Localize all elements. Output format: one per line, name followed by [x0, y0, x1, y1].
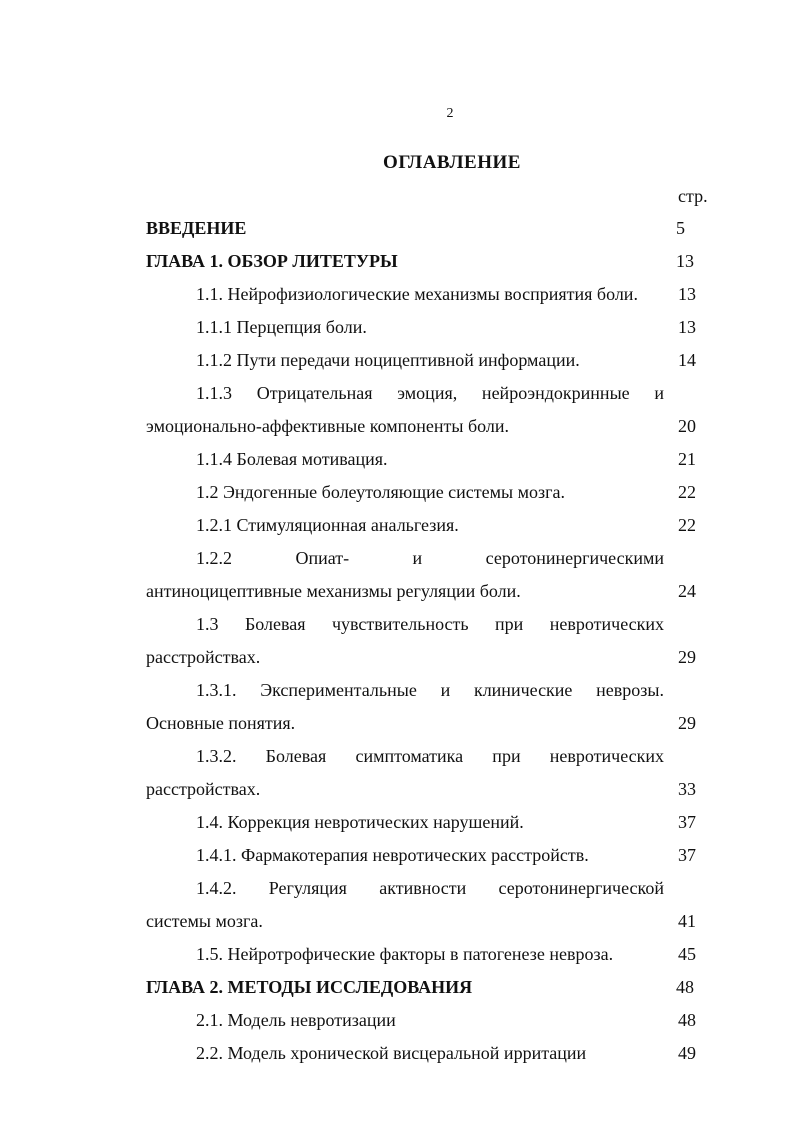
toc-entry-text-line1: 1.3 Болевая чувствительность при невротических: [196, 614, 664, 634]
toc-section-title: 1.1.1 Перцепция боли.: [196, 317, 367, 337]
toc-entry: [146, 245, 706, 278]
toc-page-number: 13: [678, 284, 696, 304]
toc-entry-text-line2: эмоционально-аффективные компоненты боли.: [146, 416, 510, 436]
toc-entry: [146, 740, 706, 806]
toc-entry: [146, 212, 706, 245]
toc-entry-text-line1: 1.2.2 Опиат- и серотонинергическими: [196, 548, 664, 568]
toc-entry-text-line2: системы мозга.: [146, 911, 263, 931]
toc-page-number: 45: [678, 944, 696, 964]
toc-entry-text-line1: 1.4.2. Регуляция активности серотонинергической: [196, 878, 664, 898]
toc-page-number: 37: [678, 812, 696, 832]
toc-section-title: 1.1.4 Болевая мотивация.: [196, 449, 388, 469]
toc-section-title: 1.1. Нейрофизиологические механизмы восприятия боли.: [196, 284, 638, 304]
toc-entry: [146, 509, 706, 542]
toc-page-number: 13: [678, 317, 696, 337]
toc-section-title: 2.1. Модель невротизации: [196, 1010, 396, 1030]
toc-page-number: 29: [678, 647, 696, 667]
toc-page-number: 33: [678, 779, 696, 799]
toc-section-title: 1.2 Эндогенные болеутоляющие системы мозга.: [196, 482, 566, 502]
toc-entry: [146, 542, 706, 608]
toc-section-title: 2.2. Модель хронической висцеральной ирритации: [196, 1043, 587, 1063]
toc-page-number: 37: [678, 845, 696, 865]
toc-entry-text-line2: расстройствах.: [146, 647, 261, 667]
toc-entry-text-line1: 1.3.2. Болевая симптоматика при невротических: [196, 746, 664, 766]
toc-page-number: 24: [678, 581, 696, 601]
toc-entry: [146, 1004, 706, 1037]
toc-entry-text-line1: 1.3.1. Экспериментальные и клинические неврозы.: [196, 680, 664, 700]
toc-entry: [146, 278, 706, 311]
toc-entry: [146, 839, 706, 872]
toc-entry-text-line2: Основные понятия.: [146, 713, 296, 733]
toc-page-number: 48: [676, 977, 694, 997]
toc-page-number: 41: [678, 911, 696, 931]
page-number: 2: [446, 106, 454, 121]
toc-section-title: 1.1.2 Пути передачи ноцицептивной информации.: [196, 350, 580, 370]
toc-chapter-title: ВВЕДЕНИЕ: [146, 218, 247, 238]
toc-entry: [146, 443, 706, 476]
toc-page-number: 21: [678, 449, 696, 469]
toc-page-number: 49: [678, 1043, 696, 1063]
toc-page-number: 13: [676, 251, 694, 271]
toc-entry-text-line1: 1.1.3 Отрицательная эмоция, нейроэндокринные и: [196, 383, 664, 403]
toc-entry: [146, 806, 706, 839]
table-of-contents: [146, 212, 706, 1070]
toc-entry: [146, 608, 706, 674]
toc-entry: [146, 971, 706, 1004]
toc-section-title: 1.4. Коррекция невротических нарушений.: [196, 812, 524, 832]
toc-entry: [146, 1037, 706, 1070]
toc-entry: [146, 377, 706, 443]
toc-page-number: 14: [678, 350, 696, 370]
toc-entry: [146, 311, 706, 344]
toc-entry: [146, 872, 706, 938]
toc-page-number: 22: [678, 515, 696, 535]
toc-entry: [146, 476, 706, 509]
toc-entry: [146, 344, 706, 377]
toc-entry: [146, 938, 706, 971]
toc-section-title: 1.5. Нейротрофические факторы в патогенезе невроза.: [196, 944, 614, 964]
toc-title: ОГЛАВЛЕНИЕ: [383, 152, 521, 173]
toc-section-title: 1.4.1. Фармакотерапия невротических расстройств.: [196, 845, 589, 865]
toc-page-number: 29: [678, 713, 696, 733]
toc-page-number: 20: [678, 416, 696, 436]
toc-entry-text-line2: антиноцицептивные механизмы регуляции боли.: [146, 581, 521, 601]
pages-column-label: стр.: [678, 186, 708, 206]
toc-page-number: 22: [678, 482, 696, 502]
toc-page-number: 48: [678, 1010, 696, 1030]
toc-entry-text-line2: расстройствах.: [146, 779, 261, 799]
toc-chapter-title: ГЛАВА 2. МЕТОДЫ ИССЛЕДОВАНИЯ: [146, 977, 473, 997]
toc-section-title: 1.2.1 Стимуляционная анальгезия.: [196, 515, 459, 535]
toc-page-number: 5: [676, 218, 685, 238]
toc-chapter-title: ГЛАВА 1. ОБЗОР ЛИТЕТУРЫ: [146, 251, 398, 271]
toc-entry: [146, 674, 706, 740]
